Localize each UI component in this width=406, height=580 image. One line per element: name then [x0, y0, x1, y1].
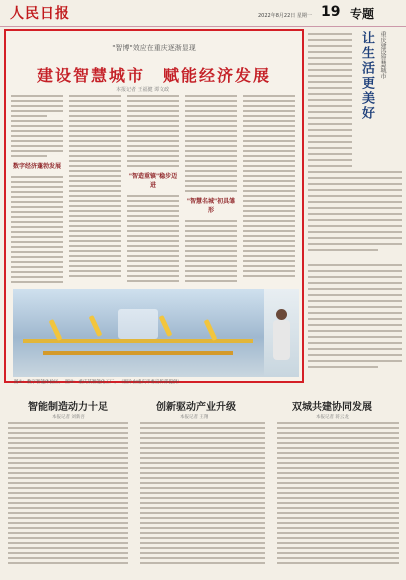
factory-photo — [13, 289, 264, 377]
body-column — [69, 95, 121, 285]
sidebar-continuation — [308, 264, 402, 384]
experience-zone-photo — [264, 289, 299, 377]
sidebar-subtitle: 重庆建设智慧城市 — [379, 31, 386, 79]
article-body — [11, 95, 297, 287]
issue-date: 2022年8月22日 星期一 — [258, 13, 312, 19]
article-subhead: "智造重镇"稳步迈进 — [128, 173, 178, 189]
bottom-article-body — [277, 422, 399, 572]
photo-caption: 图①：数字智能体验区。 图②：重庆某智能化工厂。 （图片由重庆市委宣传部提供） — [14, 380, 182, 385]
bottom-article-headline: 双城共建协同发展 — [292, 402, 372, 413]
article-subhead: 数字经济蓬勃发展 — [12, 163, 61, 170]
sidebar-title: 让生活更美好 — [359, 31, 374, 121]
masthead — [0, 0, 406, 27]
section-name: 专题 — [350, 7, 375, 21]
bottom-article-headline: 智能制造动力十足 — [28, 402, 108, 413]
bottom-article-headline: 创新驱动产业升级 — [156, 402, 236, 413]
body-column — [185, 95, 237, 285]
page-number: 19 — [321, 4, 341, 20]
newspaper-logo: 人民日报 — [10, 6, 70, 22]
bottom-article-byline: 本报记者 刘新吾 — [52, 415, 85, 420]
body-column — [243, 95, 295, 285]
highlighted-feature-article — [4, 29, 304, 383]
sidebar-article — [308, 29, 402, 259]
body-column — [127, 95, 179, 285]
bottom-article-byline: 本报记者 蒋云龙 — [316, 415, 349, 420]
bottom-article-byline: 本报记者 王翔 — [180, 415, 209, 420]
article-subhead: "智慧名城"初具雏形 — [186, 198, 236, 214]
body-column — [11, 95, 63, 285]
article-headline: 建设智慧城市 赋能经济发展 — [36, 66, 271, 85]
article-byline: 本报记者 王福健 谭文政 — [116, 87, 170, 93]
article-kicker: "智博"效应在重庆逐渐显现 — [112, 44, 196, 52]
bottom-article-body — [8, 422, 128, 572]
bottom-article-body — [140, 422, 265, 572]
